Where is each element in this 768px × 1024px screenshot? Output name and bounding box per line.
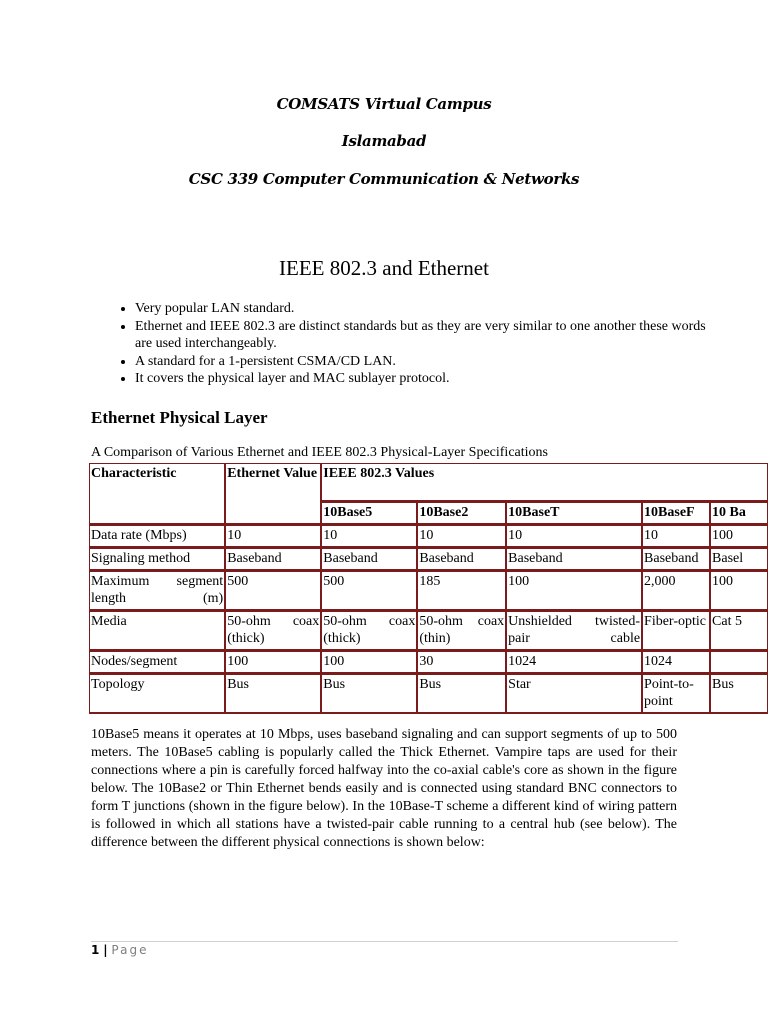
table-cell: 50-ohm coax (thick): [321, 611, 417, 651]
table-cell: Nodes/segment: [89, 651, 225, 674]
table-row: [89, 674, 768, 714]
table-cell: 1024: [642, 651, 710, 674]
table-row: [89, 651, 768, 674]
footer-divider: [91, 941, 678, 942]
table-cell: Baseband: [506, 548, 642, 571]
table-cell: Basel: [710, 548, 768, 571]
table-cell: 100: [710, 525, 768, 548]
table-cell: Baseband: [642, 548, 710, 571]
table-row: [89, 548, 768, 571]
subheader-cell: 10BaseF: [642, 502, 710, 525]
table-row: [89, 611, 768, 651]
table-cell: Bus: [710, 674, 768, 714]
table-cell: Point-to-point: [642, 674, 710, 714]
table-cell: 50-ohm coax (thick): [225, 611, 321, 651]
spec-table: [89, 463, 768, 714]
table-cell: 10: [506, 525, 642, 548]
table-cell: Topology: [89, 674, 225, 714]
table-cell: 500: [321, 571, 417, 611]
table-cell: [710, 651, 768, 674]
table-cell: 30: [417, 651, 506, 674]
table-cell: Signaling method: [89, 548, 225, 571]
table-row: [89, 571, 768, 611]
table-cell: 50-ohm coax (thin): [417, 611, 506, 651]
bullet-item: • A standard for a 1-persistent CSMA/CD LAN.: [135, 353, 725, 371]
header-ieee-values: IEEE 802.3 Values: [321, 463, 768, 502]
table-cell: Media: [89, 611, 225, 651]
bullet-item: • Ethernet and IEEE 802.3 are distinct standards but as they are very similar to one another these words are used interchangeably.: [135, 318, 725, 353]
table-cell: 500: [225, 571, 321, 611]
table-cell: Baseband: [417, 548, 506, 571]
table-cell: Bus: [417, 674, 506, 714]
table-cell: Cat 5: [710, 611, 768, 651]
course-title: CSC 339 Computer Communication & Networks: [188, 170, 580, 188]
table-cell: 100: [710, 571, 768, 611]
table-header-row: [89, 463, 768, 502]
table-cell: 1024: [506, 651, 642, 674]
table-cell: 100: [225, 651, 321, 674]
campus-name: COMSATS Virtual Campus: [276, 95, 492, 113]
table-cell: 185: [417, 571, 506, 611]
table-cell: Bus: [321, 674, 417, 714]
table-cell: Baseband: [225, 548, 321, 571]
body-paragraph: 10Base5 means it operates at 10 Mbps, uses baseband signaling and can support segments of up to 500 meters. The 10Base5 cabling is popularly called the Thick Ethernet. Vampire taps are used for their connections where a pin is carefully forced halfway into the co-axial cable's core as shown in the figure below. The 10Base2 or Thin Ethernet bends easily and is connected using standard BNC connectors to form T junctions (shown in the figure below). In the 10Base-T scheme a different kind of wiring pattern is followed in which all stations have a twisted-pair cable running to a central hub (see below). The difference between the different physical connections is shown below:: [91, 727, 677, 850]
subheader-cell: 10Base5: [321, 502, 417, 525]
table-cell: Star: [506, 674, 642, 714]
header-characteristic: Characteristic: [89, 463, 225, 525]
table-cell: 100: [506, 571, 642, 611]
header-ethernet-value: Ethernet Value: [225, 463, 321, 525]
table-cell: 10: [321, 525, 417, 548]
page-label: Page: [111, 943, 149, 957]
table-cell: Fiber-optic: [642, 611, 710, 651]
subheader-cell: 10Base2: [417, 502, 506, 525]
bullet-item: • Very popular LAN standard.: [135, 300, 725, 318]
bullet-item: • It covers the physical layer and MAC sublayer protocol.: [135, 370, 725, 388]
footer-separator: |: [103, 943, 108, 957]
page-footer: [91, 943, 148, 957]
intro-bullet-list: [90, 300, 725, 388]
table-cell: Bus: [225, 674, 321, 714]
table-caption: A Comparison of Various Ethernet and IEEE 802.3 Physical-Layer Specifications: [91, 445, 548, 460]
section-heading: Ethernet Physical Layer: [91, 408, 268, 427]
table-cell: Baseband: [321, 548, 417, 571]
table-cell: 2,000: [642, 571, 710, 611]
table-cell: 10: [417, 525, 506, 548]
table-row: [89, 525, 768, 548]
page-number: 1: [91, 943, 100, 957]
subheader-cell: 10 Ba: [710, 502, 768, 525]
table-cell: Unshielded twisted-pair cable: [506, 611, 642, 651]
city-name: Islamabad: [341, 132, 427, 150]
table-cell: Maximum segment length (m): [89, 571, 225, 611]
table-cell: 10: [642, 525, 710, 548]
table-cell: 100: [321, 651, 417, 674]
document-title: IEEE 802.3 and Ethernet: [279, 256, 489, 280]
table-cell: Data rate (Mbps): [89, 525, 225, 548]
subheader-cell: 10BaseT: [506, 502, 642, 525]
table-cell: 10: [225, 525, 321, 548]
